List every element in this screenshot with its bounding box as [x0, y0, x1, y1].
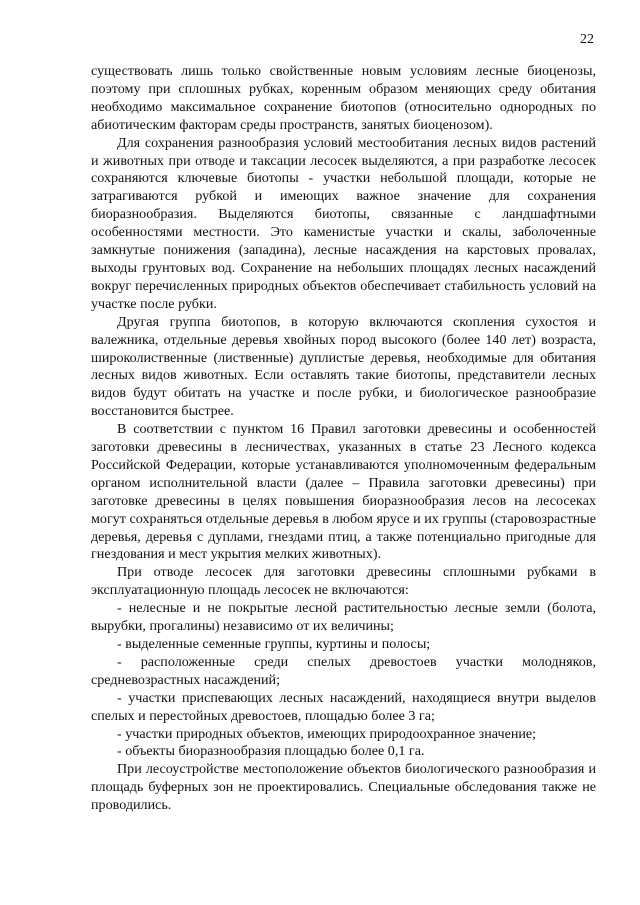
list-item: - объекты биоразнообразия площадью более 0,1 га.: [117, 743, 425, 760]
paragraph-4: В соответствии с пунктом 16 Правил заготовки древесины и особенностей заготовки древесины в лесничествах, указанных в статье 23 Лесного кодекса Российской Федерации, которые устанавливаются уполномоченным федеральным органом исполнительной власти (далее – Правила заготовки древесины) при заготовке древесины в целях повышения биоразнообразия лесов на лесосеках могут сохраняться отдельные деревья в любом ярусе и их группы (старовозрастные деревья, деревья с дуплами, гнездами птиц, а также потенциально пригодные для гнездования и мест укрытия мелких животных).: [91, 421, 596, 563]
list-item: - расположенные среди спелых древостоев участки молодняков, средневозрастных насаждений;: [91, 653, 596, 688]
body-text: [91, 63, 596, 815]
list-item: - участки приспевающих лесных насаждений, находящиеся внутри выделов спелых и перестойных древостоев, площадью более 3 га;: [91, 689, 596, 724]
paragraph-1: существовать лишь только свойственные новым условиям лесные биоценозы, поэтому при сплошных рубках, коренным образом меняющих среду обитания необходимо максимальное сохранение биотопов (относительно однородных по абиотическим факторам среды пространств, занятых биоценозом).: [91, 63, 596, 133]
page-number: 22: [580, 32, 594, 47]
closing-paragraph: При лесоустройстве местоположение объектов биологического разнообразия и площадь буферных зон не проектировались. Специальные обследования также не проводились.: [91, 761, 596, 814]
paragraph-5: При отводе лесосек для заготовки древесины сплошными рубками в эксплуатационную площадь лесосек не включаются:: [91, 564, 596, 599]
list-item: - нелесные и не покрытые лесной растительностью лесные земли (болота, вырубки, прогалины) независимо от их величины;: [91, 600, 596, 635]
list-item: - выделенные семенные группы, куртины и полосы;: [117, 636, 431, 652]
paragraph-2: Для сохранения разнообразия условий местообитания лесных видов растений и животных при отводе и таксации лесосек выделяются, а при разработке лесосек сохраняются ключевые биотопы - участки небольшой площади, которые не затрагиваются рубкой и имеющих важное значение для сохранения биоразнообразия. Выделяются биотопы, связанные с ландшафтными особенностями местности. Это каменистые участки и скалы, заболоченные замкнутые понижения (западина), лесные насаждения на карстовых провалах, выходы грунтовых вод. Сохранение на небольших площадях лесных насаждений вокруг перечисленных природных объектов обеспечивает стабильность условий на участке после рубки.: [91, 134, 596, 312]
paragraph-3: Другая группа биотопов, в которую включаются скопления сухостоя и валежника, отдельные деревья хвойных пород высокого (более 140 лет) возраста, широколиственные (лиственные) дуплистые деревья, необходимые для обитания лесных видов животных. Если оставлять такие биотопы, представители лесных видов будут обитать на участке и после рубки, и биологическое разнообразие восстановится быстрее.: [91, 313, 596, 420]
list-item: - участки природных объектов, имеющих природоохранное значение;: [117, 725, 537, 742]
